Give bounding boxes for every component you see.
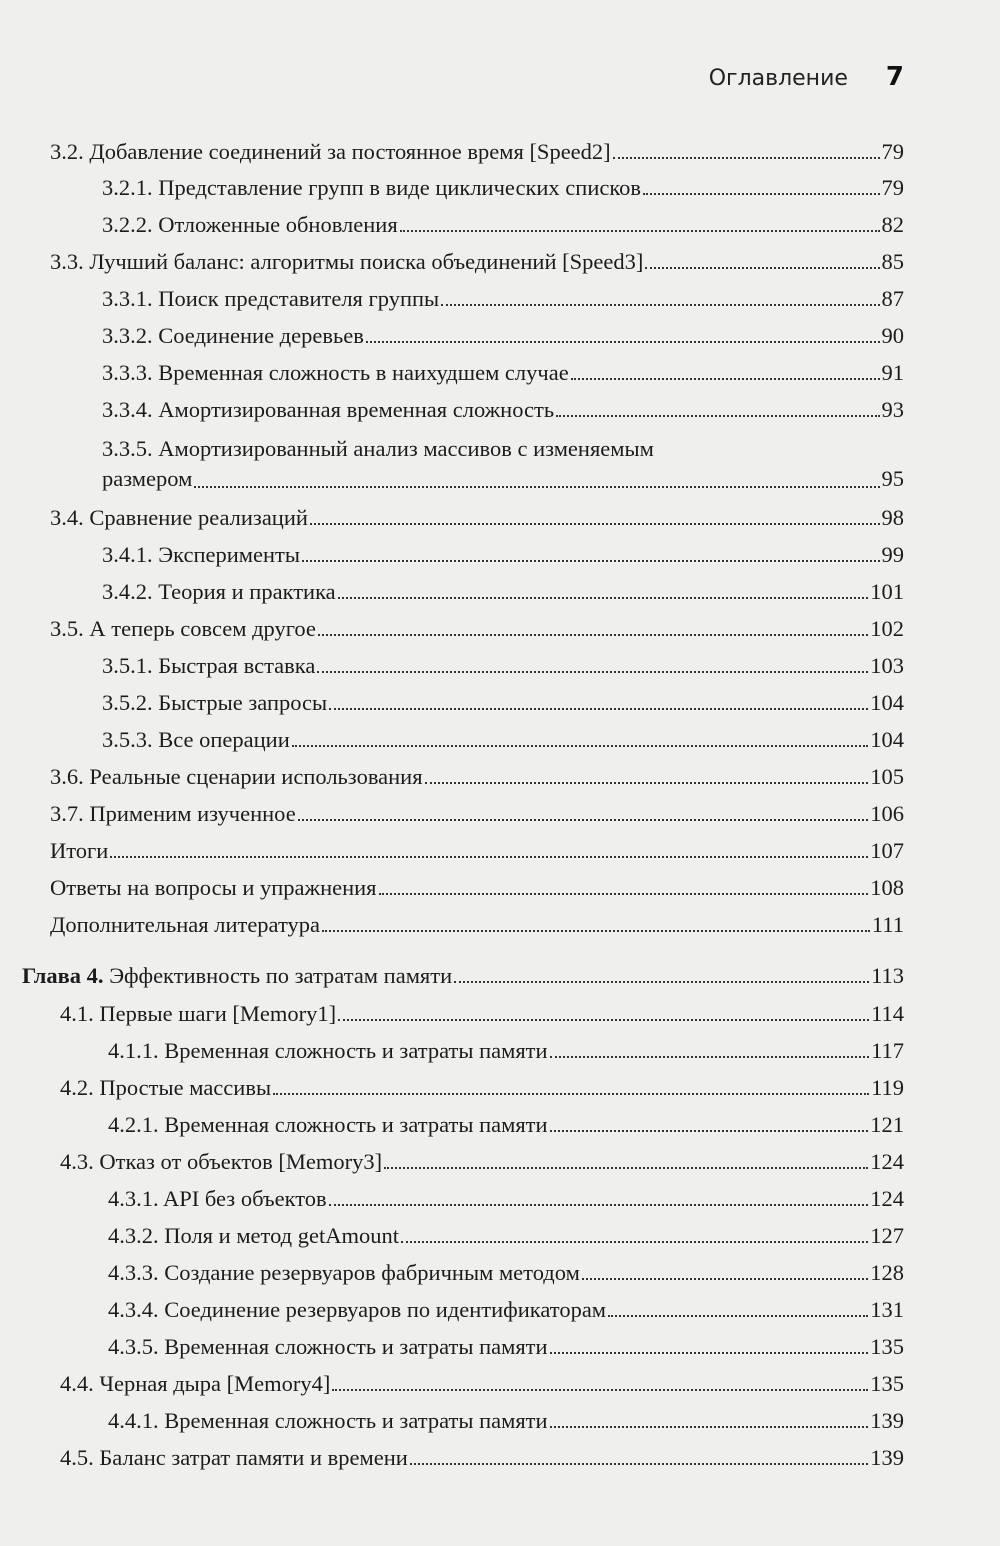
toc-entry-page: 135 xyxy=(870,1334,904,1359)
toc-entry xyxy=(102,211,904,238)
toc-chapter-entry xyxy=(22,962,904,989)
toc-entry xyxy=(60,1444,904,1471)
toc-entry-page: 99 xyxy=(881,542,904,567)
toc-entry-page: 131 xyxy=(870,1297,904,1322)
toc-entry-label: 4.3. Отказ от объектов [Memory3] xyxy=(60,1149,383,1174)
toc-leader-dots xyxy=(384,1167,868,1169)
toc-entry xyxy=(102,652,904,679)
toc-entry-label: 4.3.4. Соединение резервуаров по идентификаторам xyxy=(108,1297,607,1322)
toc-entry xyxy=(108,1407,904,1434)
toc-entry-label: 4.3.1. API без объектов xyxy=(108,1186,327,1211)
toc-leader-dots xyxy=(571,378,880,380)
toc-leader-dots xyxy=(366,341,880,343)
header-page-number: 7 xyxy=(885,62,904,92)
toc-leader-dots xyxy=(302,560,880,562)
toc-entry-label: 3.3. Лучший баланс: алгоритмы поиска объединений [Speed3] xyxy=(50,249,644,274)
toc-entry-label: 3.4.2. Теория и практика xyxy=(102,579,336,604)
toc-entry-page: 107 xyxy=(870,838,904,863)
toc-entry-label: 4.5. Баланс затрат памяти и времени xyxy=(60,1445,408,1470)
toc-entry-page: 139 xyxy=(870,1408,904,1433)
toc-leader-dots xyxy=(441,304,879,306)
toc-leader-dots xyxy=(322,930,870,932)
toc-entry xyxy=(102,174,904,201)
toc-leader-dots xyxy=(298,819,869,821)
toc-entry-label: Дополнительная литература xyxy=(50,912,320,937)
toc-entry xyxy=(50,248,904,275)
toc-leader-dots xyxy=(454,981,869,983)
toc-leader-dots xyxy=(401,1241,868,1243)
toc-entry-page: 104 xyxy=(870,727,904,752)
toc-entry-page: 91 xyxy=(881,360,904,385)
toc-entry-page: 124 xyxy=(870,1149,904,1174)
toc-entry-page: 79 xyxy=(881,139,904,164)
toc-leader-dots xyxy=(556,415,879,417)
toc-leader-dots xyxy=(425,782,869,784)
toc-leader-dots xyxy=(110,856,868,858)
toc-entry-page: 87 xyxy=(881,286,904,311)
toc-leader-dots xyxy=(550,1130,869,1132)
toc-entry-label: 3.5.1. Быстрая вставка xyxy=(102,653,316,678)
toc-entry xyxy=(50,138,904,165)
toc-entry-page: 108 xyxy=(870,875,904,900)
toc-entry-label: 4.2.1. Временная сложность и затраты памяти xyxy=(108,1112,548,1137)
toc-entry xyxy=(102,396,904,423)
toc-entry-label: 4.3.3. Создание резервуаров фабричным методом xyxy=(108,1260,580,1285)
toc-entry xyxy=(102,689,904,716)
toc-entry xyxy=(108,1185,904,1212)
toc-entry-page: 104 xyxy=(870,690,904,715)
toc-entry-label: 3.4.1. Эксперименты xyxy=(102,542,300,567)
toc-entry-label: 4.4.1. Временная сложность и затраты памяти xyxy=(108,1408,548,1433)
toc-entry xyxy=(102,726,904,753)
toc-entry-page: 128 xyxy=(870,1260,904,1285)
toc-entry-page: 124 xyxy=(870,1186,904,1211)
toc-entry xyxy=(102,359,904,386)
toc-entry xyxy=(108,1333,904,1360)
toc-leader-dots xyxy=(613,157,880,159)
toc-entry-page: 90 xyxy=(881,323,904,348)
toc-entry-page: 101 xyxy=(870,579,904,604)
toc-entry-label: Эффективность по затратам памяти xyxy=(109,963,453,988)
toc-entry-label-continuation: размером xyxy=(102,466,193,491)
toc-leader-dots xyxy=(273,1093,869,1095)
toc-leader-dots xyxy=(550,1056,870,1058)
toc-leader-dots xyxy=(329,708,868,710)
toc-entry-label: 3.2.1. Представление групп в виде циклических списков xyxy=(102,175,642,200)
toc-entry-label: 3.3.5. Амортизированный анализ массивов с изменяемым xyxy=(102,436,654,461)
toc-entry-page: 111 xyxy=(871,912,904,937)
toc-entry-label: 4.3.2. Поля и метод getAmount xyxy=(108,1223,399,1248)
toc-entry-page: 85 xyxy=(881,249,904,274)
toc-entry-label: 4.3.5. Временная сложность и затраты памяти xyxy=(108,1334,548,1359)
toc-entry-label: 4.2. Простые массивы xyxy=(60,1075,272,1100)
toc-entry xyxy=(50,504,904,531)
toc-entry xyxy=(108,1259,904,1286)
toc-leader-dots xyxy=(645,267,879,269)
toc-entry-label: 3.3.2. Соединение деревьев xyxy=(102,323,364,348)
toc-entry xyxy=(60,1000,904,1027)
toc-entry xyxy=(102,541,904,568)
toc-entry-page: 114 xyxy=(871,1001,904,1026)
toc-entry-label: Итоги xyxy=(50,838,109,863)
toc-entry-label: 3.3.1. Поиск представителя группы xyxy=(102,286,440,311)
toc-leader-dots xyxy=(318,634,868,636)
toc-entry-page: 113 xyxy=(871,963,904,988)
toc-leader-dots xyxy=(292,745,868,747)
toc-leader-dots xyxy=(550,1426,869,1428)
toc-entry xyxy=(102,285,904,312)
toc-entry-page: 119 xyxy=(871,1075,904,1100)
toc-entry-label: 3.3.3. Временная сложность в наихудшем случае xyxy=(102,360,569,385)
toc-entry-page: 135 xyxy=(870,1371,904,1396)
toc-entry-label: 4.4. Черная дыра [Memory4] xyxy=(60,1371,331,1396)
toc-entry xyxy=(60,1074,904,1101)
toc-entry-page: 95 xyxy=(881,466,904,491)
toc-entry-page: 106 xyxy=(870,801,904,826)
toc-entry xyxy=(108,1296,904,1323)
toc-entry xyxy=(102,578,904,605)
toc-entry-label: 3.2. Добавление соединений за постоянное время [Speed2] xyxy=(50,139,611,164)
toc-entry xyxy=(108,1111,904,1138)
toc-entry xyxy=(50,911,904,938)
toc-entry-label: 3.4. Сравнение реализаций xyxy=(50,505,308,530)
toc-entry-label: 3.6. Реальные сценарии использования xyxy=(50,764,423,789)
toc-entry xyxy=(50,615,904,642)
toc-leader-dots xyxy=(332,1389,868,1391)
toc-leader-dots xyxy=(582,1278,868,1280)
toc-leader-dots xyxy=(550,1352,869,1354)
toc-entry-label: Ответы на вопросы и упражнения xyxy=(50,875,377,900)
toc-entry-page: 98 xyxy=(881,505,904,530)
toc-leader-dots xyxy=(410,1463,868,1465)
toc-entry xyxy=(102,434,904,494)
toc-leader-dots xyxy=(194,486,879,488)
toc-entry-label: 3.5.2. Быстрые запросы xyxy=(102,690,328,715)
toc-leader-dots xyxy=(310,523,880,525)
header-title: Оглавление xyxy=(708,66,848,91)
toc-leader-dots xyxy=(400,230,880,232)
toc-entry-page: 127 xyxy=(870,1223,904,1248)
toc-entry-page: 117 xyxy=(871,1038,904,1063)
toc-leader-dots xyxy=(338,597,869,599)
toc-leader-dots xyxy=(317,671,868,673)
toc-entry xyxy=(50,763,904,790)
toc-entry-label: 3.3.4. Амортизированная временная сложность xyxy=(102,397,555,422)
toc-entry-label: 4.1. Первые шаги [Memory1] xyxy=(60,1001,337,1026)
toc-leader-dots xyxy=(338,1019,869,1021)
toc-entry xyxy=(60,1370,904,1397)
toc-entry-label: 4.1.1. Временная сложность и затраты памяти xyxy=(108,1038,548,1063)
toc-entry-label: 3.7. Применим изученное xyxy=(50,801,296,826)
toc-entry xyxy=(60,1148,904,1175)
toc-entry-page: 102 xyxy=(870,616,904,641)
toc-entry-label: 3.5. А теперь совсем другое xyxy=(50,616,316,641)
toc-leader-dots xyxy=(643,193,879,195)
toc-entry xyxy=(108,1222,904,1249)
toc-leader-dots xyxy=(379,893,869,895)
toc-entry xyxy=(50,874,904,901)
toc-entry xyxy=(50,837,904,864)
toc-entry-page: 79 xyxy=(881,175,904,200)
toc-entry-page: 93 xyxy=(881,397,904,422)
toc-entry-page: 121 xyxy=(870,1112,904,1137)
toc-leader-dots xyxy=(329,1204,869,1206)
toc-leader-dots xyxy=(608,1315,868,1317)
toc-entry-label: 3.5.3. Все операции xyxy=(102,727,290,752)
toc-entry-page: 82 xyxy=(881,212,904,237)
toc-entry xyxy=(108,1037,904,1064)
toc-entry-page: 139 xyxy=(870,1445,904,1470)
toc-chapter-number: Глава 4. xyxy=(22,963,104,988)
toc-entry xyxy=(102,322,904,349)
toc-entry-label: 3.2.2. Отложенные обновления xyxy=(102,212,398,237)
toc-entry-page: 103 xyxy=(870,653,904,678)
toc-entry xyxy=(50,800,904,827)
toc-entry-page: 105 xyxy=(870,764,904,789)
